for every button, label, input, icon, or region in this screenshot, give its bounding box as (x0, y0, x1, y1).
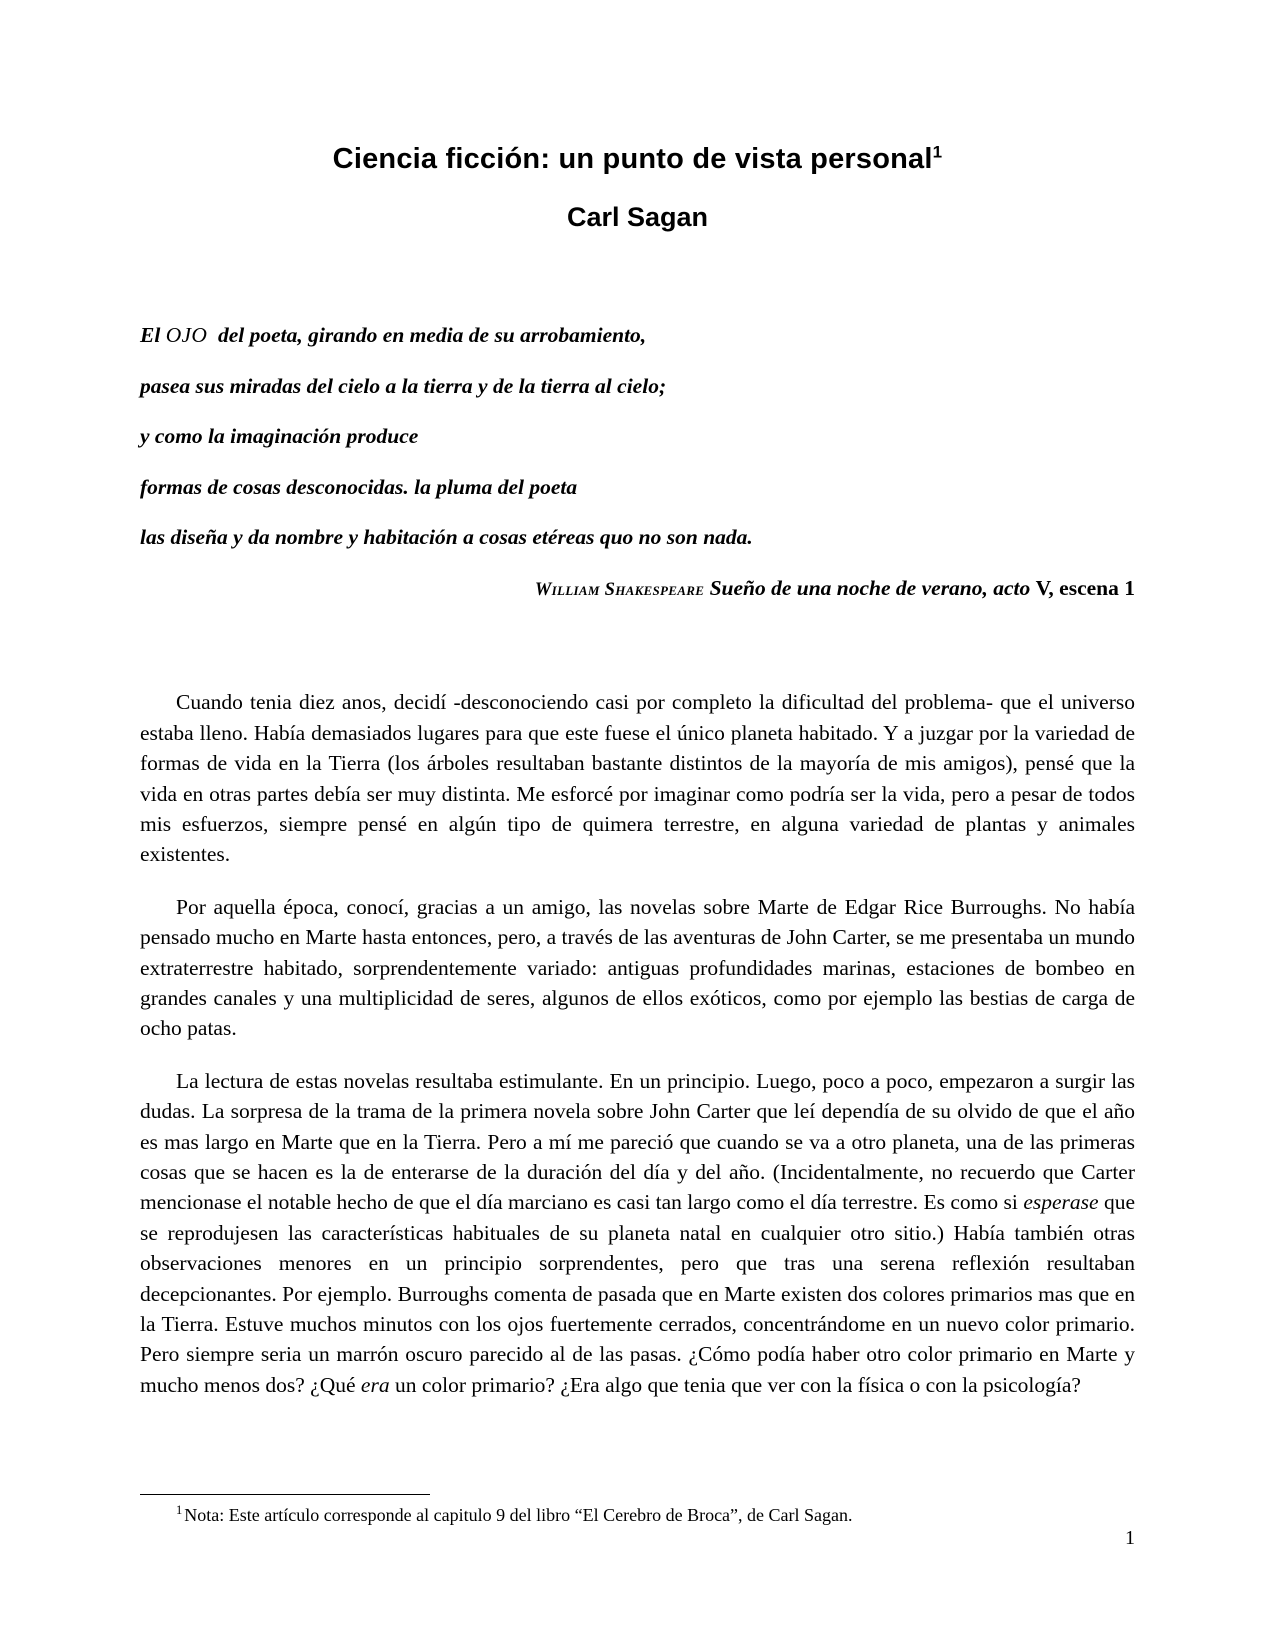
footnote-body: Nota: Este artículo corresponde al capitulo 9 del libro “El Cerebro de Broca”, de Carl Sagan. (184, 1505, 853, 1525)
epigraph-attribution-act: V, escena 1 (1035, 575, 1135, 600)
epigraph-line-1-post: del poeta, girando en media de su arrobamiento, (207, 323, 647, 348)
footnote-area (140, 1494, 1135, 1527)
paragraph-1-run-1: Cuando tenia diez anos, decidí -desconociendo casi por completo la dificultad del problema- que el universo estaba lleno. Había demasiados lugares para que este fuese el único planeta habitado. Y a juzgar por la variedad de formas de vida en la Tierra (los árboles resultaban bastante distintos de la mayoría de mis amigos), pensé que la vida en otras partes debía ser muy distinta. Me esforcé por imaginar como podría ser la vida, pero a pesar de todos mis esfuerzos, siempre pensé en algún tipo de quimera terrestre, en alguna variedad de plantas y animales existentes. (140, 690, 1135, 867)
paragraph-3 (140, 1066, 1135, 1400)
paragraph-3-run-2: esperase (1023, 1190, 1099, 1215)
title-block (140, 0, 1135, 233)
epigraph-line-4: formas de cosas desconocidas. la pluma del poeta (140, 474, 578, 499)
paragraph-3-run-1: La lectura de estas novelas resultaba estimulante. En un principio. Luego, poco a poco, empezaron a surgir las dudas. La sorpresa de la trama de la primera novela sobre John Carter que leí dependía de su olvido de que el año es mas largo en Marte que en la Tierra. Pero a mí me pareció que cuando se va a otro planeta, una de las primeras cosas que se hacen es la de enterarse de la duración del día y del año. (Incidentalmente, no recuerdo que Carter mencionase el notable hecho de que el día marciano es casi tan largo como el día terrestre. Es como si (140, 1068, 1135, 1215)
author-name: Carl Sagan (566, 202, 709, 233)
epigraph-line-5: las diseña y da nombre y habitación a cosas etéreas quo no son nada. (140, 525, 753, 550)
footnote-text (140, 1504, 1135, 1527)
paragraph-1 (140, 687, 1135, 869)
epigraph-line-2: pasea sus miradas del cielo a la tierra y de la tierra al cielo; (140, 373, 667, 398)
page-number: 1 (1125, 1527, 1135, 1549)
paragraph-3-run-4: era (360, 1372, 390, 1397)
epigraph-block (140, 233, 1135, 599)
footnote-separator (140, 1494, 430, 1495)
epigraph-smallcaps-ojo: OJO (165, 323, 208, 348)
page-title-text: Ciencia ficción: un punto de vista personal (332, 143, 933, 175)
epigraph-line-1 (140, 325, 1135, 347)
epigraph-attribution-author: William Shakespeare (534, 579, 705, 600)
epigraph-attribution-work: Sueño de una noche de verano, acto (704, 575, 1036, 600)
epigraph-line-3: y como la imaginación produce (140, 424, 419, 449)
title-footnote-marker: 1 (932, 142, 943, 162)
paragraph-2 (140, 892, 1135, 1044)
epigraph-attribution (140, 575, 1135, 600)
paragraph-3-run-3: que se reprodujesen las características habituales de su planeta natal en cualquier otro sitio.) Había también otras observaciones menores en un principio sorprendentes, pero que tras una serena reflexión resultaban decepcionantes. Por ejemplo. Burroughs comenta de pasada que en Marte existen dos colores primarios mas que en la Tierra. Estuve muchos minutos con los ojos fuertemente cerrados, concentrándome en un nuevo color primario. Pero siempre seria un marrón oscuro parecido al de las pasas. ¿Cómo podía haber otro color primario en Marte y mucho menos dos? ¿Qué (140, 1190, 1136, 1397)
paragraph-3-run-5: un color primario? ¿Era algo que tenia que ver con la física o con la psicología? (389, 1372, 1081, 1397)
paragraph-2-run-1: Por aquella época, conocí, gracias a un amigo, las novelas sobre Marte de Edgar Rice Burroughs. No había pensado mucho en Marte hasta entonces, pero, a través de las aventuras de John Carter, se me presentaba un mundo extraterrestre habitado, sorprendentemente variado: antiguas profundidades marinas, estaciones de bombeo en grandes canales y una multiplicidad de seres, algunos de ellos exóticos, como por ejemplo las bestias de carga de ocho patas. (140, 894, 1135, 1041)
body-text (140, 599, 1135, 1400)
epigraph-line-1-pre: El (140, 323, 166, 348)
footnote-marker: 1 (176, 1503, 183, 1517)
page-title (140, 143, 1135, 176)
